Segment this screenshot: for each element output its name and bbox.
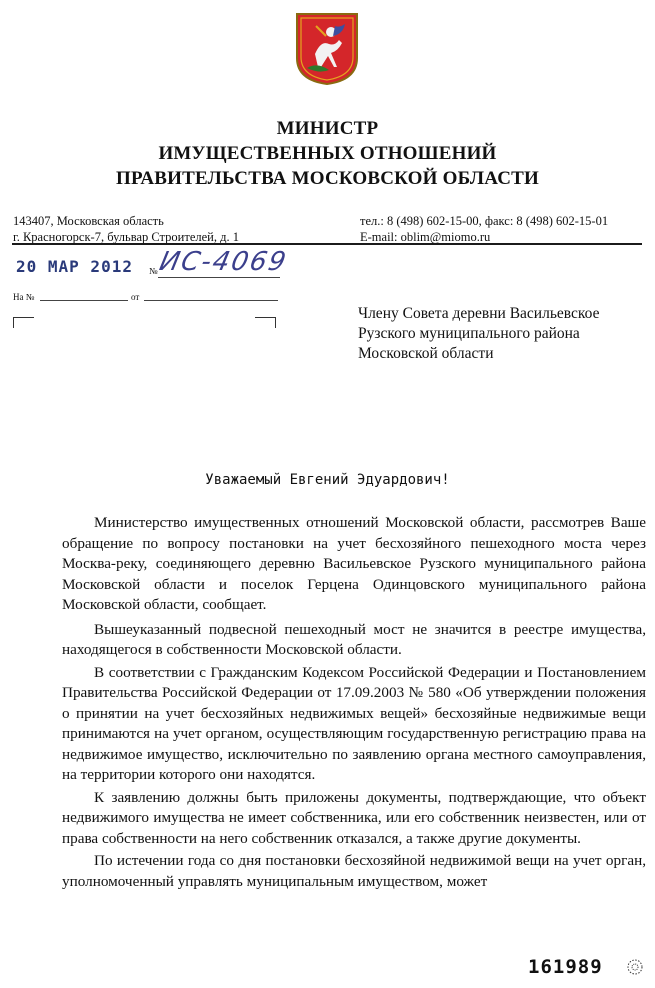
paragraph-3: В соответствии с Гражданским Кодексом Российской Федерации и Постановлением Правительства Российской Федерации от 17.09.2003 № 580 «Об утверждении положения о принятии на учет бесхозяйных недвижимых вещей» бесхозяйные недвижимые вещи принимаются на учет органом, осуществляющим государственную регистрацию права на недвижимое имущество, исключительно по заявлению органа местного самоуправления, на территории которого они находятся. [62, 663, 646, 783]
address-corner-right [255, 317, 276, 328]
number-label: № [149, 266, 158, 276]
coat-of-arms-emblem [293, 10, 361, 86]
recipient-line-1: Члену Совета деревни Васильевское [358, 305, 600, 322]
title-line-2: ИМУЩЕСТВЕННЫХ ОТНОШЕНИЙ [158, 143, 497, 164]
serial-number: 161989 [528, 956, 603, 978]
paragraph-4: К заявлению должны быть приложены документы, подтверждающие, что объект недвижимого имущества не имеет собственника, или его собственник неизвестен, или от права собственности на него собственник отказался, а также другие документы. [62, 788, 646, 847]
security-mark-icon [626, 958, 644, 976]
title-line-3: ПРАВИТЕЛЬСТВА МОСКОВСКОЙ ОБЛАСТИ [116, 168, 539, 189]
from-label: от [131, 292, 140, 302]
address-corner-left [13, 317, 34, 328]
header-divider [12, 243, 642, 245]
paragraph-5: По истечении года со дня постановки бесхозяйной недвижимой вещи на учет орган, уполномоченный управлять муниципальным имуществом, может [62, 852, 646, 890]
address-line-1: 143407, Московская область [13, 214, 164, 228]
email: E-mail: oblim@miomo.ru [360, 230, 491, 244]
title-line-1: МИНИСТР [276, 118, 379, 139]
paragraph-2: Вышеуказанный подвесной пешеходный мост не значится в реестре имущества, находящегося в собственности Московской области. [62, 620, 646, 658]
reply-to-label: На № [13, 292, 35, 302]
letter-body [62, 513, 646, 892]
from-line [144, 300, 278, 301]
phone-fax: тел.: 8 (498) 602-15-00, факс: 8 (498) 602-15-01 [360, 214, 609, 228]
handwritten-number: ИС-4069 [156, 247, 291, 277]
recipient-line-2: Рузского муниципального района [358, 325, 580, 342]
recipient-line-3: Московской области [358, 345, 494, 362]
date-stamp: 20 МАР 2012 [16, 257, 133, 276]
salutation: Уважаемый Евгений Эдуардович! [205, 472, 450, 488]
address-line-2: г. Красногорск-7, бульвар Строителей, д. 1 [13, 230, 239, 244]
paragraph-1: Министерство имущественных отношений Московской области, рассмотрев Ваше обращение по вопросу постановки на учет бесхозяйного пешеходного моста через Москва-реку, соединяющего деревню Васильевское Рузского муниципального района Московской области и поселок Герцена Одинцовского муниципального района Московской области, сообщает. [62, 514, 646, 613]
recipient-block [358, 304, 599, 364]
reply-to-line [40, 300, 128, 301]
number-underline [158, 277, 280, 278]
